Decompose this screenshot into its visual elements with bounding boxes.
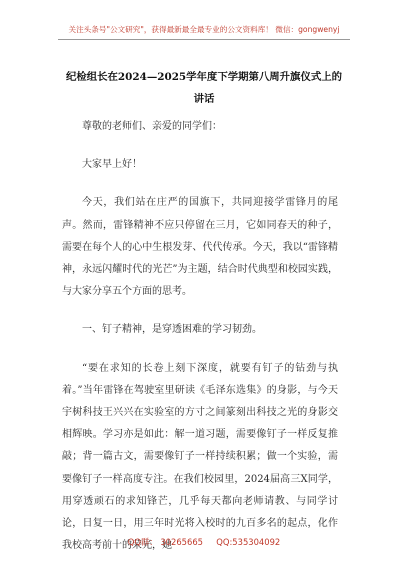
- header-promo-note: 关注头条号"公文研究"，获得最新最全最专业的公文资料库！ 微信：gongwenyj: [68, 25, 340, 34]
- document-title-line-2: 讲话: [193, 93, 215, 105]
- greeting: 大家早上好！: [82, 159, 142, 171]
- document-body: [62, 116, 338, 557]
- section-heading-1: 一、钉子精神，是穿透困难的学习韧劲。: [82, 324, 262, 336]
- section-1-paragraph: “要在求知的长卷上刻下深度，就要有钉子的钻劲与执着。”当年雷锋在驾驶室里研读《毛泽东选集》的身影，与今天宇树科技王兴兴在实验室的方寸之间篆刻出科技之光的身影交相辉映。学习亦是如此：解一道习题，需要像钉子一样反复推敲；背一篇古文，需要像钉子一样持续积累；做一个实验，需要像钉子一样高度专注。在我们校园里，2024届高三X同学，用穿透顽石的求知锋芒，几乎每天都向老师请教、与同学讨论，日复一日，用三年时光将入校时的九百多名的起点，化作我校高考前十的荣光，她: [62, 362, 338, 552]
- header-divider: [58, 39, 350, 40]
- footer-contact-note: QQ群： 30265665 QQ:535304092: [127, 537, 281, 547]
- document-title-line-1: 纪检组长在2024—2025学年度下学期第八周升旗仪式上的: [65, 71, 343, 83]
- intro-paragraph: 今天，我们站在庄严的国旗下，共同迎接学雷锋月的尾声。然而，雷锋精神不应只停留在三月，它如同春天的种子，需要在每个人的心中生根发芽、代代传承。今天，我以“雷锋精神，永远闪耀时代的光芒”为主题，结合时代典型和校园实践，与大家分享五个方面的思考。: [62, 197, 338, 298]
- salutation: 尊敬的老师们、亲爱的同学们：: [82, 121, 222, 132]
- document-title: [0, 66, 408, 110]
